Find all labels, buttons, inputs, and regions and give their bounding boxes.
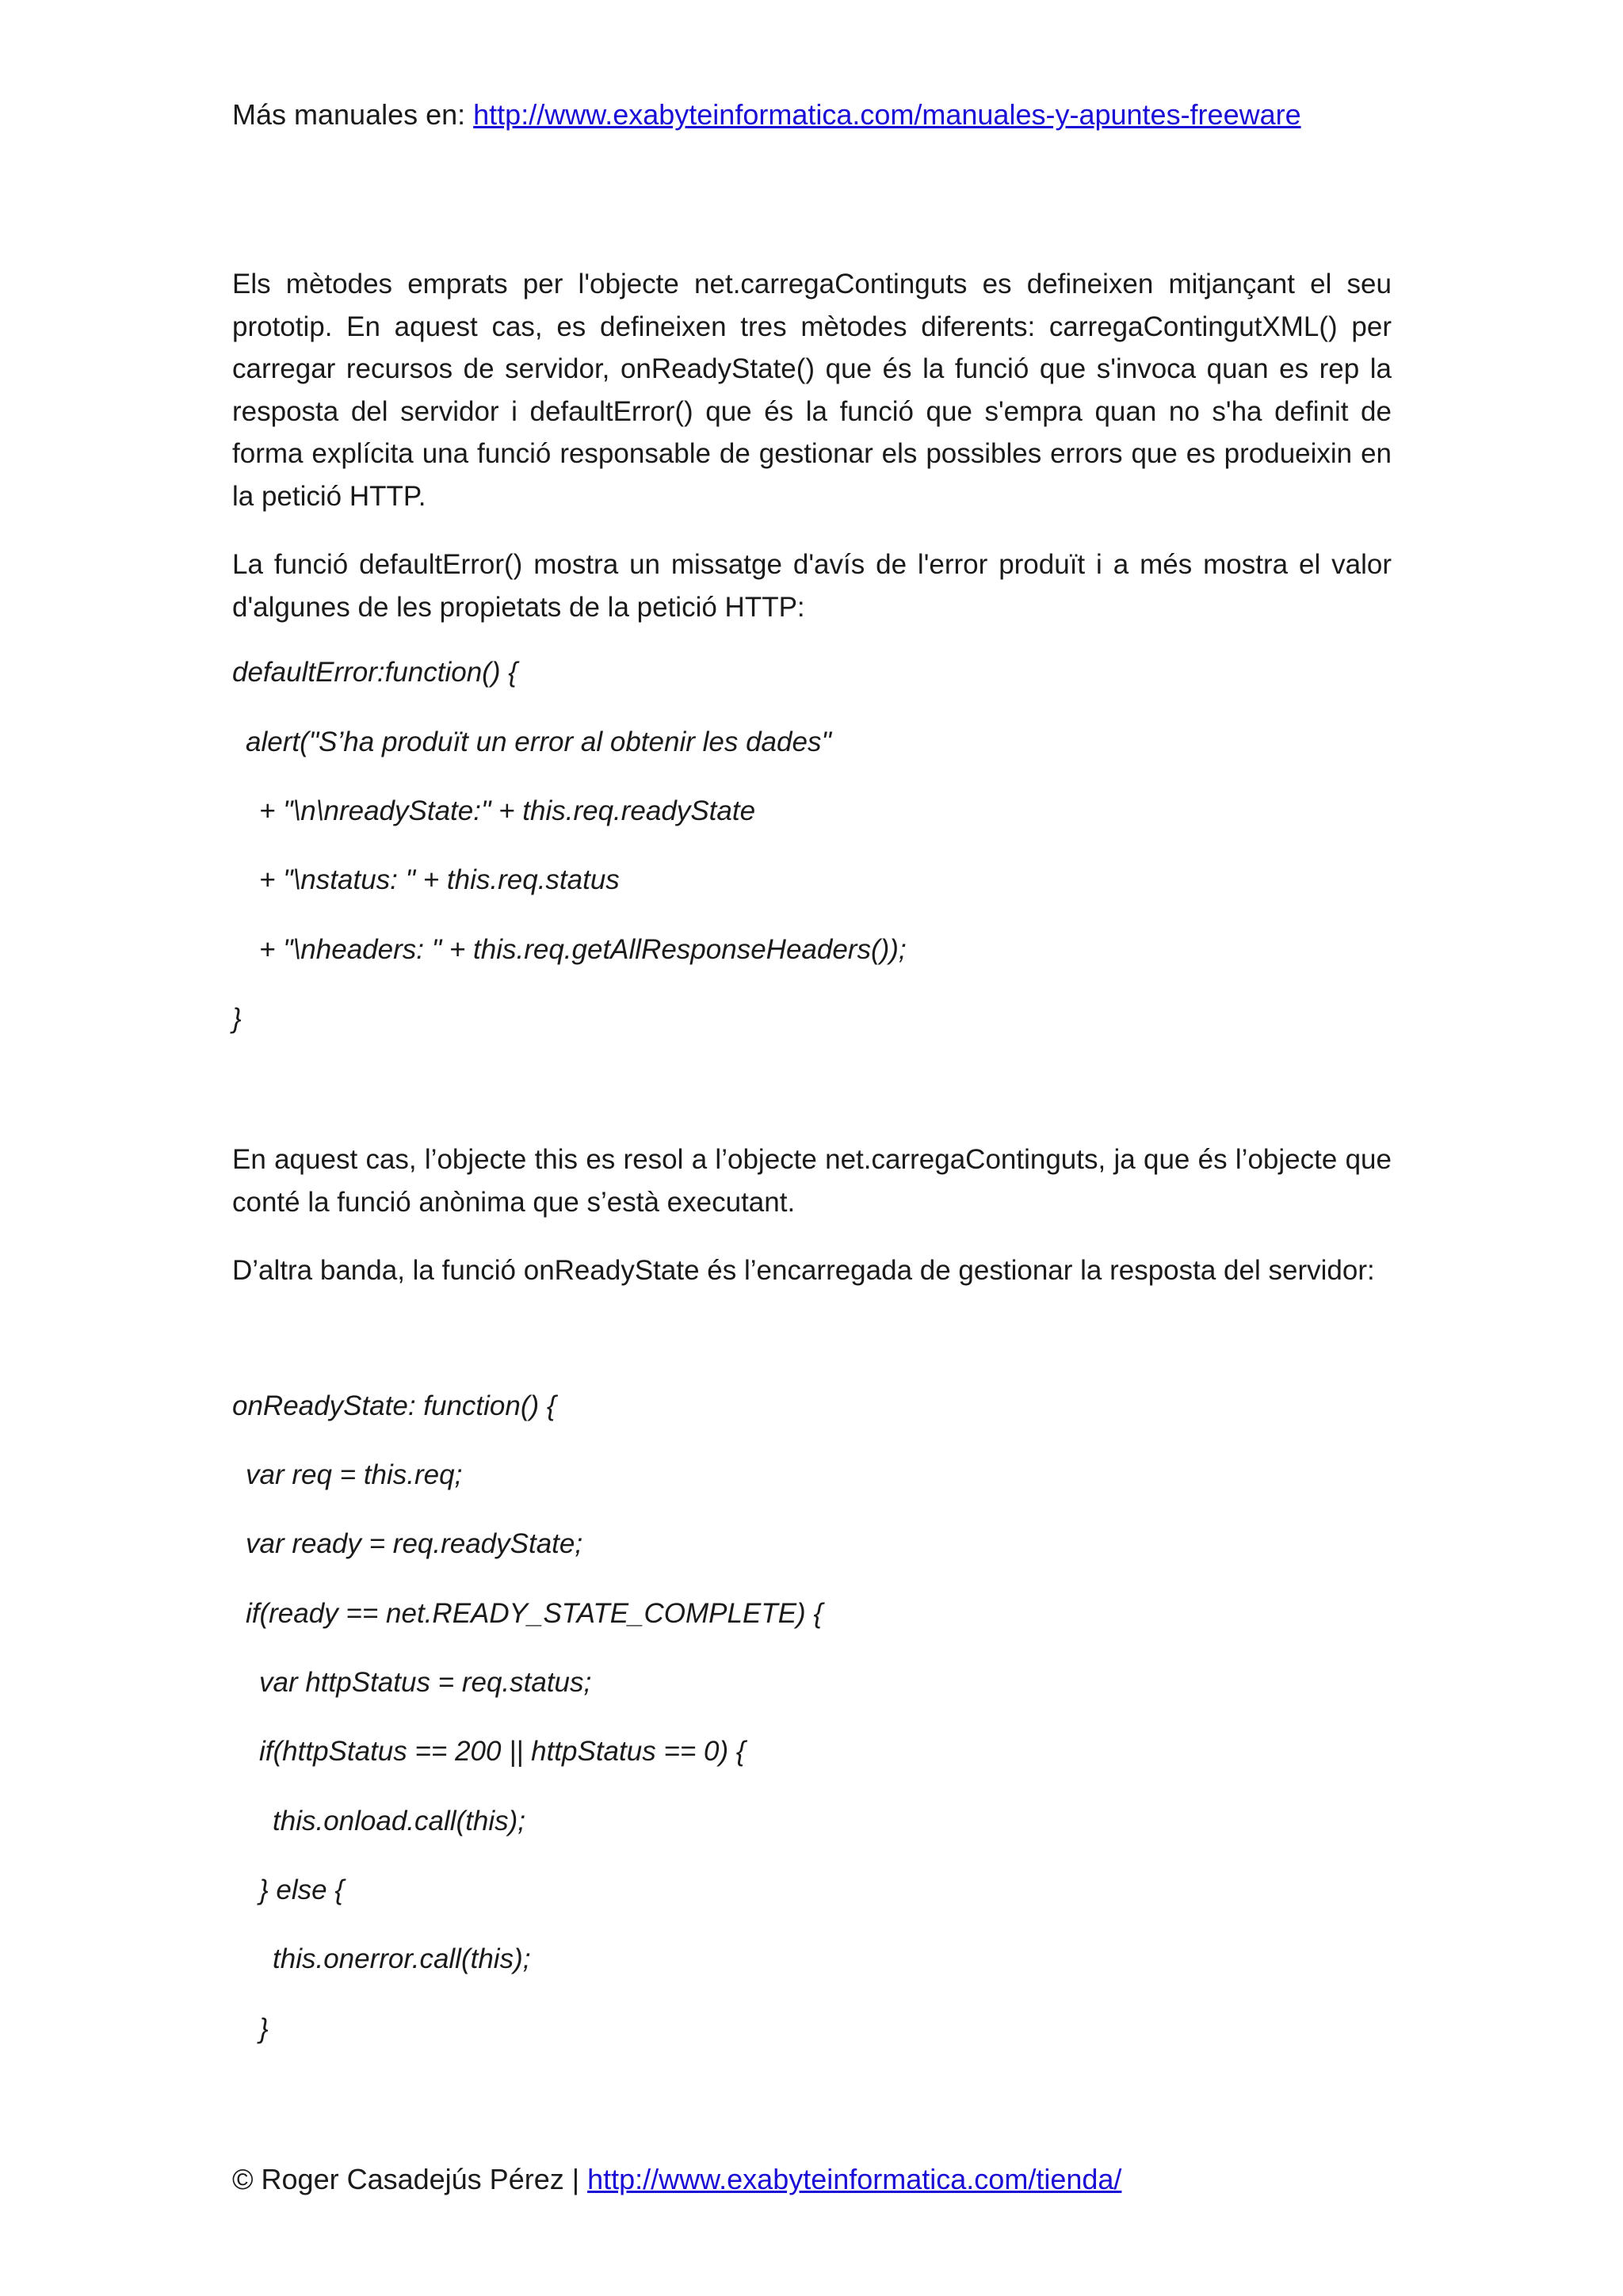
code-line: alert("S’ha produït un error al obtenir les dades" [246, 727, 831, 757]
footer-link[interactable]: http://www.exabyteinformatica.com/tienda/ [587, 2163, 1122, 2195]
code-line: if(ready == net.READY_STATE_COMPLETE) { [246, 1598, 823, 1629]
code-line: var req = this.req; [246, 1459, 463, 1490]
paragraph-methods: Els mètodes emprats per l'objecte net.carregaContinguts es defineixen mitjançant el seu prototip. En aquest cas, es defineixen tres mètodes diferents: carregaContingutXML() per carregar recursos de servidor, onReadyState() que és la funció que s'invoca quan es rep la resposta del servidor i defaultError() que és la funció que s'empra quan no s'ha definit de forma explícita una funció responsable de gestionar els possibles errors que es produeixin en la petició HTTP. [232, 269, 1392, 512]
code-line: var ready = req.readyState; [246, 1528, 583, 1559]
code-line: if(httpStatus == 200 || httpStatus == 0) { [259, 1736, 746, 1767]
code-line: + "\n\nreadyState:" + this.req.readyState [259, 795, 756, 826]
code-line: onReadyState: function() { [232, 1390, 556, 1421]
code-line: + "\nstatus: " + this.req.status [259, 864, 620, 895]
code-line: } [259, 2013, 269, 2044]
code-line: + "\nheaders: " + this.req.getAllResponseHeaders()); [259, 934, 907, 965]
paragraph-default-error: La funció defaultError() mostra un missatge d'avís de l'error produït i a més mostra el valor d'algunes de les propietats de la petició HTTP: [232, 549, 1392, 623]
page-footer [232, 2161, 1121, 2198]
page-header [232, 97, 1301, 133]
code-line: } else { [259, 1875, 345, 1905]
paragraph-on-ready-state: D’altra banda, la funció onReadyState és l’encarregada de gestionar la resposta del servidor: [232, 1255, 1375, 1286]
header-link[interactable]: http://www.exabyteinformatica.com/manuales-y-apuntes-freeware [473, 98, 1301, 131]
code-line: var httpStatus = req.status; [259, 1667, 592, 1698]
code-line: this.onerror.call(this); [273, 1943, 531, 1974]
paragraph-this-object: En aquest cas, l’objecte this es resol a l’objecte net.carregaContinguts, ja que és l’objecte que conté la funció anònima que s’està executant. [232, 1144, 1392, 1218]
header-prefix: Más manuales en: [232, 98, 474, 131]
footer-prefix: © Roger Casadejús Pérez | [232, 2163, 588, 2195]
code-line: this.onload.call(this); [273, 1806, 526, 1836]
code-line: } [232, 1003, 242, 1034]
code-line: defaultError:function() { [232, 657, 517, 688]
